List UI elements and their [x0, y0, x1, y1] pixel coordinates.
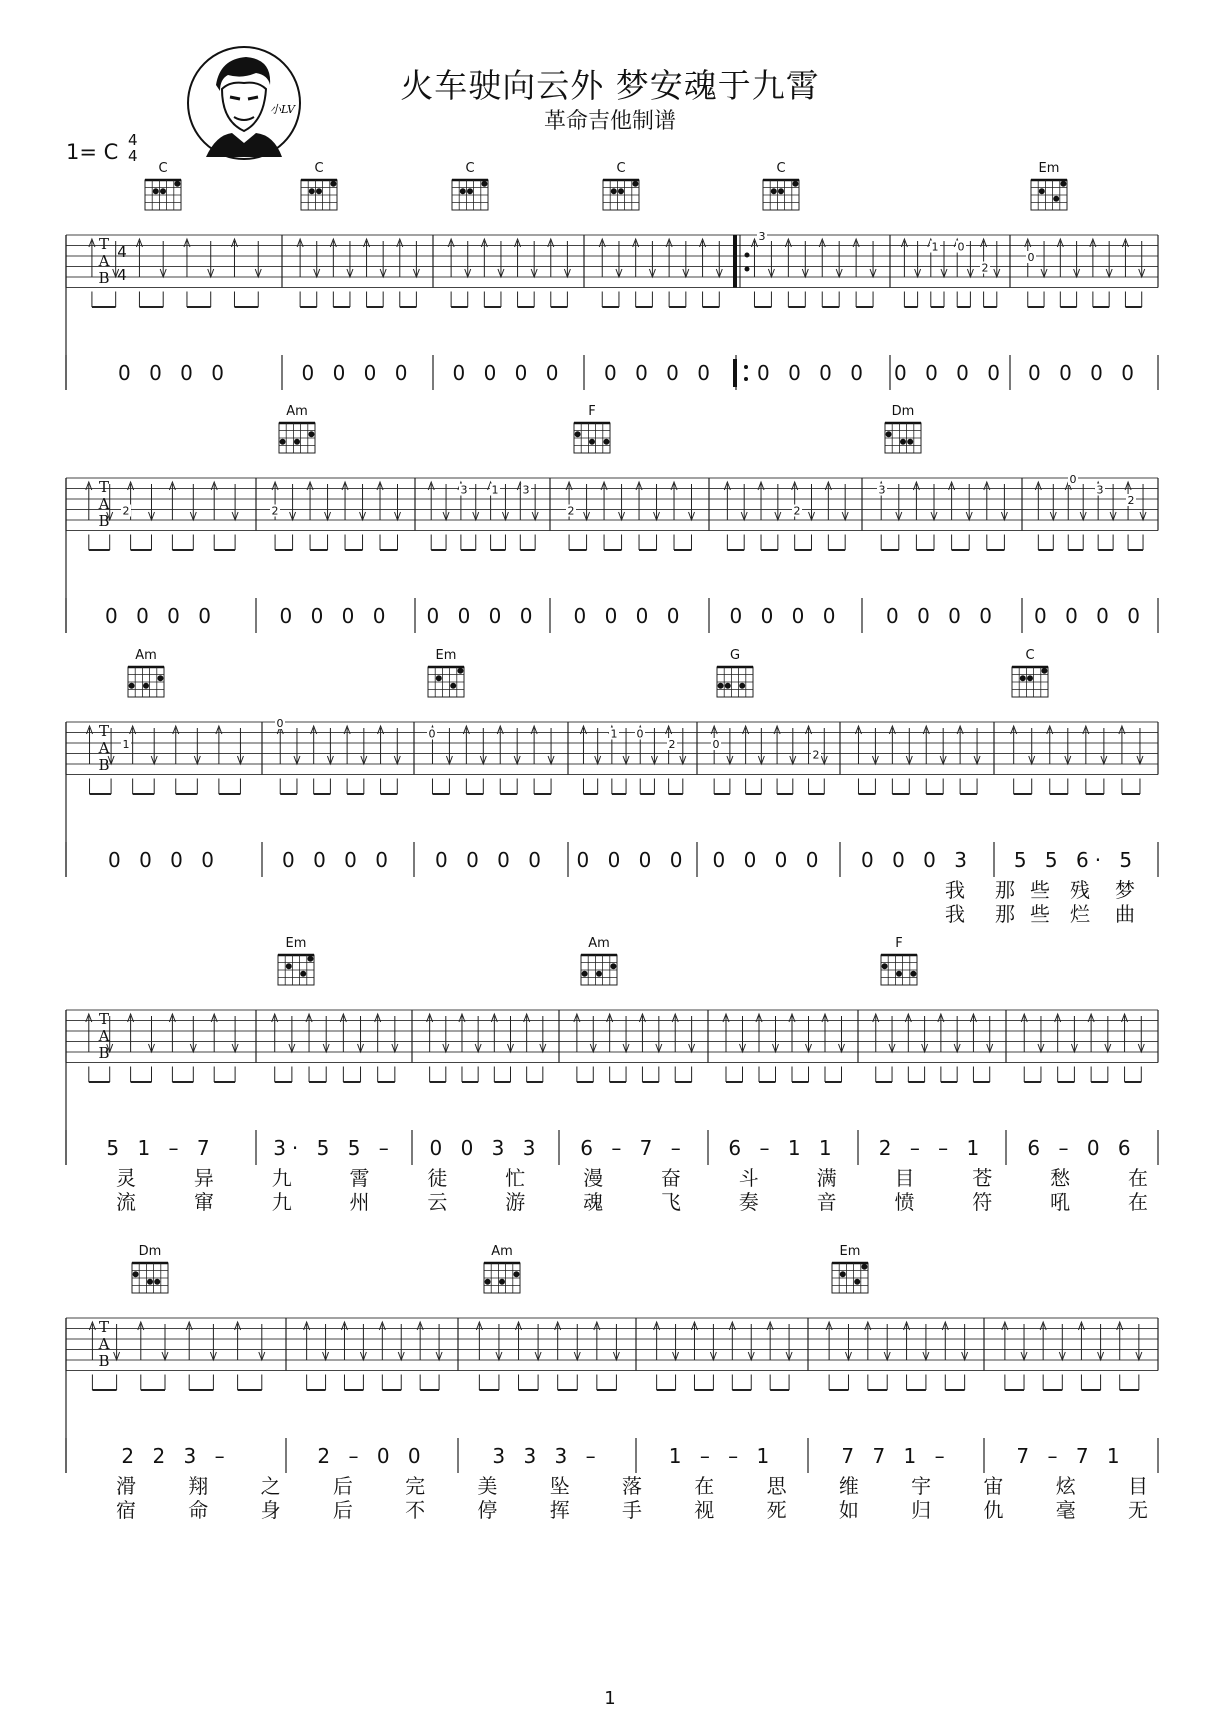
jianpu-measure: 0 0 0 0 — [426, 604, 539, 628]
chord-finger-dot — [861, 1264, 867, 1270]
lyric-char: 符 — [972, 1190, 993, 1214]
chord-finger-dot — [582, 971, 588, 977]
tab-clef-letter: A — [98, 1027, 110, 1045]
lyric-char: 灵 — [116, 1166, 136, 1190]
chord-finger-dot — [450, 683, 456, 689]
jianpu-measure: 5 1 – 7 — [106, 1136, 216, 1160]
chord-diagram — [1012, 648, 1048, 697]
lyric-char: 窜 — [193, 1190, 214, 1214]
chord-finger-dot — [286, 963, 292, 969]
lyric-char: 残 — [1070, 878, 1090, 902]
chord-finger-dot — [618, 188, 624, 194]
chord-finger-dot — [900, 439, 906, 445]
tab-clef-letter: B — [98, 1044, 110, 1062]
chord-finger-dot — [854, 1279, 860, 1285]
lyric-char: 九 — [271, 1190, 292, 1214]
chord-diagram — [278, 936, 314, 985]
jianpu-measure: 3· 5 5 – — [273, 1136, 395, 1160]
lyric-char: 愤 — [894, 1190, 915, 1214]
chord-name: Em — [435, 648, 457, 663]
chord-diagram — [132, 1244, 168, 1293]
time-signature-bottom: 4 — [128, 147, 138, 165]
chord-diagram — [428, 648, 464, 697]
lyric-char: 死 — [766, 1498, 787, 1522]
chord-finger-dot — [147, 1279, 153, 1285]
lyric-char: 归 — [911, 1498, 932, 1522]
jianpu-measure: 2 – 0 0 — [317, 1444, 427, 1468]
lyric-char: 烂 — [1070, 902, 1090, 926]
lyric-char: 漫 — [583, 1166, 604, 1190]
tab-fret-number: 0 — [1027, 251, 1035, 264]
jianpu-measure: 6 – 0 6 — [1027, 1136, 1137, 1160]
jianpu-repeat-dot — [744, 365, 748, 369]
lyric-char: 坠 — [549, 1474, 570, 1498]
lyric-char: 美 — [477, 1474, 498, 1498]
chord-diagram — [1031, 161, 1067, 210]
system-3 — [66, 648, 1158, 926]
lyric-char: 宇 — [911, 1474, 932, 1498]
tab-fret-number: 2 — [668, 738, 676, 751]
jianpu-measure: 0 0 0 0 — [1034, 604, 1146, 628]
lyric-char: 那 — [995, 878, 1015, 902]
tab-time-top: 4 — [117, 243, 127, 261]
jianpu-measure: 0 0 0 0 — [757, 361, 869, 385]
chord-finger-dot — [1053, 196, 1059, 202]
chord-finger-dot — [133, 1271, 139, 1277]
lyric-char: 毫 — [1055, 1498, 1076, 1522]
jianpu-measure: 0 0 0 0 — [452, 361, 565, 385]
tab-clef-letter: T — [98, 1318, 110, 1336]
lyric-char: 九 — [271, 1166, 292, 1190]
lyric-char: 云 — [427, 1190, 448, 1214]
tab-fret-number: 1 — [610, 727, 618, 741]
chord-finger-dot — [174, 181, 180, 187]
chord-finger-dot — [143, 683, 149, 689]
lyric-char: 身 — [260, 1498, 281, 1522]
chord-finger-dot — [308, 431, 314, 437]
tab-fret-number: 0 — [428, 727, 436, 741]
chord-finger-dot — [632, 181, 638, 187]
lyric-char: 流 — [116, 1190, 136, 1214]
tab-fret-number: 2 — [793, 504, 801, 518]
tab-fret-number: 2 — [567, 504, 575, 518]
lyric-char: 吼 — [1050, 1190, 1071, 1214]
chord-name: Em — [1038, 161, 1060, 176]
chord-name: Em — [285, 936, 307, 951]
lyric-char: 在 — [694, 1474, 715, 1498]
lyric-char: 满 — [816, 1166, 837, 1190]
lyric-char: 苍 — [972, 1166, 993, 1190]
chord-diagram — [832, 1244, 868, 1293]
lyric-char: 滑 — [116, 1474, 136, 1498]
tab-time-bottom: 4 — [117, 266, 127, 284]
lyric-char: 如 — [838, 1498, 859, 1522]
tab-fret-number: 2 — [1127, 494, 1135, 507]
chord-finger-dot — [280, 439, 286, 445]
lyric-char: 后 — [332, 1498, 353, 1522]
jianpu-measure: 0 0 0 0 — [279, 604, 392, 628]
tab-fret-number: 1 — [931, 240, 939, 254]
lyric-char: 之 — [260, 1474, 281, 1498]
lyric-char: 我 — [945, 878, 965, 902]
chord-finger-dot — [307, 956, 313, 962]
tab-fret-number: 0 — [636, 727, 644, 741]
chord-finger-dot — [157, 675, 163, 681]
chord-diagram — [279, 404, 315, 453]
tab-clef-letter: T — [98, 235, 110, 253]
chord-finger-dot — [725, 683, 731, 689]
jianpu-measure: 2 2 3 – — [121, 1444, 231, 1468]
jianpu-measure: 0 0 0 0 — [108, 848, 220, 872]
chord-name: C — [776, 161, 786, 176]
lyric-char: 音 — [816, 1190, 837, 1214]
key-signature: 1= C — [66, 140, 119, 164]
jianpu-measure: 3 3 3 – — [492, 1444, 602, 1468]
lyric-char: 目 — [1128, 1474, 1148, 1498]
chord-finger-dot — [886, 431, 892, 437]
chord-name: Dm — [891, 404, 915, 419]
chord-finger-dot — [153, 188, 159, 194]
chord-diagram — [574, 404, 610, 453]
chord-finger-dot — [460, 188, 466, 194]
chord-name: C — [465, 161, 475, 176]
lyric-char: 仇 — [983, 1498, 1004, 1522]
lyric-char: 后 — [332, 1474, 353, 1498]
chord-finger-dot — [436, 675, 442, 681]
jianpu-measure: 0 0 0 0 — [573, 604, 686, 628]
chord-name: Am — [286, 404, 308, 419]
lyric-char: 翔 — [188, 1474, 209, 1498]
lyric-char: 奏 — [738, 1190, 759, 1214]
chord-finger-dot — [611, 188, 617, 194]
chord-finger-dot — [739, 683, 745, 689]
lyric-char: 霄 — [349, 1166, 370, 1190]
tab-clef-letter: A — [98, 739, 110, 757]
system-4 — [66, 936, 1158, 1214]
chord-name: F — [895, 936, 903, 951]
chord-name: F — [588, 404, 596, 419]
chord-finger-dot — [485, 1279, 491, 1285]
chord-finger-dot — [1027, 675, 1033, 681]
jianpu-measure: 6 – 7 – — [580, 1136, 687, 1160]
lyric-char: 维 — [838, 1474, 859, 1498]
chord-name: C — [1025, 648, 1035, 663]
jianpu-measure: 0 0 0 3 — [861, 848, 973, 872]
jianpu-repeat-dot — [744, 377, 748, 381]
tab-clef-letter: A — [98, 252, 110, 270]
chord-finger-dot — [160, 188, 166, 194]
lyric-char: 在 — [1128, 1190, 1148, 1214]
jianpu-repeat-bar — [733, 359, 737, 387]
chord-finger-dot — [575, 431, 581, 437]
lyric-char: 落 — [622, 1474, 642, 1498]
chord-finger-dot — [792, 181, 798, 187]
chord-diagram — [603, 161, 639, 210]
jianpu-measure: 0 0 0 0 — [118, 361, 230, 385]
chord-diagram — [763, 161, 799, 210]
chord-finger-dot — [910, 971, 916, 977]
chord-finger-dot — [610, 963, 616, 969]
lyric-char: 那 — [995, 902, 1015, 926]
lyric-char: 手 — [622, 1498, 642, 1522]
lyric-char: 炫 — [1055, 1474, 1076, 1498]
jianpu-measure: 0 0 0 0 — [886, 604, 998, 628]
jianpu-measure: 6 – 1 1 — [728, 1136, 838, 1160]
tab-fret-number: 3 — [878, 483, 886, 497]
lyric-char: 视 — [694, 1498, 715, 1522]
lyric-char: 徒 — [427, 1166, 448, 1190]
chord-finger-dot — [778, 188, 784, 194]
chord-name: C — [314, 161, 324, 176]
lyric-char: 停 — [477, 1498, 498, 1522]
chord-finger-dot — [882, 963, 888, 969]
tab-clef-letter: T — [98, 722, 110, 740]
chord-finger-dot — [1039, 188, 1045, 194]
tab-clef-letter: A — [98, 495, 110, 513]
chord-finger-dot — [1020, 675, 1026, 681]
lyric-char: 游 — [505, 1190, 526, 1214]
chord-name: Dm — [138, 1244, 162, 1259]
chord-name: Am — [588, 936, 610, 951]
chord-name: G — [729, 648, 741, 663]
lyric-char: 我 — [945, 902, 965, 926]
lyric-char: 斗 — [738, 1166, 759, 1190]
chord-name: Am — [135, 648, 157, 663]
tab-clef-letter: B — [98, 1352, 110, 1370]
chord-finger-dot — [1041, 668, 1047, 674]
tab-clef-letter: T — [98, 478, 110, 496]
chord-finger-dot — [467, 188, 473, 194]
jianpu-measure: 7 7 1 – — [841, 1444, 951, 1468]
tab-fret-number: 3 — [1096, 483, 1104, 497]
tab-fret-number: 2 — [122, 504, 130, 518]
chord-diagram — [717, 648, 753, 697]
chord-finger-dot — [457, 668, 463, 674]
lyric-char: 愁 — [1050, 1166, 1071, 1190]
tab-fret-number: 0 — [957, 240, 965, 254]
time-signature-top: 4 — [128, 131, 138, 149]
chord-finger-dot — [907, 439, 913, 445]
repeat-dot — [745, 267, 750, 272]
chord-name: C — [616, 161, 626, 176]
jianpu-measure: 0 0 0 0 — [301, 361, 414, 385]
chord-diagram — [145, 161, 181, 210]
chord-diagram — [452, 161, 488, 210]
lyric-char: 思 — [766, 1474, 787, 1498]
chord-finger-dot — [294, 439, 300, 445]
lyric-char: 异 — [193, 1166, 214, 1190]
chord-finger-dot — [840, 1271, 846, 1277]
tab-clef-letter: A — [98, 1335, 110, 1353]
chord-diagram — [885, 404, 921, 453]
lyric-char: 命 — [188, 1498, 209, 1522]
chord-diagram — [581, 936, 617, 985]
jianpu-measure: 2 – – 1 — [878, 1136, 986, 1160]
lyric-char: 州 — [349, 1190, 370, 1214]
chord-finger-dot — [316, 188, 322, 194]
jianpu-measure: 5 5 6· 5 — [1013, 848, 1139, 872]
lyric-char: 飞 — [660, 1190, 681, 1214]
tab-fret-number: 1 — [491, 483, 499, 497]
lyric-char: 奋 — [660, 1166, 681, 1190]
page-number: 1 — [604, 1688, 616, 1709]
chord-finger-dot — [154, 1279, 160, 1285]
jianpu-measure: 0 0 0 0 — [712, 848, 825, 872]
song-subtitle: 革命吉他制谱 — [543, 109, 676, 134]
chord-finger-dot — [589, 439, 595, 445]
lyric-char: 不 — [405, 1498, 426, 1522]
chord-name: Em — [839, 1244, 861, 1259]
chord-finger-dot — [718, 683, 724, 689]
jianpu-measure: 0 0 0 0 — [729, 604, 842, 628]
tab-fret-number: 0 — [276, 717, 284, 730]
chord-diagram — [484, 1244, 520, 1293]
lyric-char: 魂 — [583, 1190, 604, 1214]
jianpu-measure: 0 0 0 0 — [1028, 361, 1140, 385]
chord-finger-dot — [481, 181, 487, 187]
chord-finger-dot — [596, 971, 602, 977]
jianpu-measure: 0 0 0 0 — [282, 848, 394, 872]
tab-fret-number: 2 — [812, 748, 820, 762]
chord-finger-dot — [300, 971, 306, 977]
tab-fret-number: 0 — [1069, 473, 1077, 486]
repeat-dot — [745, 253, 750, 258]
song-title: 火车驶向云外 梦安魂于九霄 — [400, 66, 820, 105]
tab-clef-letter: T — [98, 1010, 110, 1028]
lyric-char: 宙 — [983, 1474, 1004, 1498]
chord-finger-dot — [1060, 181, 1066, 187]
jianpu-measure: 0 0 0 0 — [894, 361, 1006, 385]
lyric-char: 在 — [1128, 1166, 1148, 1190]
jianpu-measure: 1 – – 1 — [668, 1444, 776, 1468]
chord-diagram — [881, 936, 917, 985]
tab-fret-number: 3 — [522, 483, 530, 497]
tab-clef-letter: B — [98, 512, 110, 530]
chord-finger-dot — [771, 188, 777, 194]
chord-finger-dot — [513, 1271, 519, 1277]
chord-diagram — [301, 161, 337, 210]
tab-clef-letter: B — [98, 269, 110, 287]
chord-diagram — [128, 648, 164, 697]
lyric-char: 曲 — [1115, 902, 1135, 926]
jianpu-measure: 0 0 0 0 — [604, 361, 716, 385]
chord-name: Am — [491, 1244, 513, 1259]
chord-finger-dot — [603, 439, 609, 445]
chord-finger-dot — [499, 1279, 505, 1285]
chord-finger-dot — [896, 971, 902, 977]
chord-finger-dot — [129, 683, 135, 689]
logo-text: 小LV — [270, 103, 295, 116]
system-1 — [66, 161, 1158, 390]
chord-finger-dot — [309, 188, 315, 194]
lyric-char: 完 — [405, 1474, 426, 1498]
repeat-thick-bar — [733, 235, 737, 288]
tab-fret-number: 0 — [712, 738, 720, 751]
lyric-char: 些 — [1030, 878, 1050, 902]
lyric-char: 宿 — [116, 1498, 136, 1522]
lyric-char: 梦 — [1115, 878, 1135, 902]
tab-clef-letter: B — [98, 756, 110, 774]
lyric-char: 些 — [1030, 902, 1050, 926]
lyric-char: 目 — [894, 1166, 915, 1190]
tab-fret-number: 1 — [122, 738, 130, 751]
tab-fret-number: 3 — [758, 230, 766, 243]
jianpu-measure: 0 0 0 0 — [435, 848, 547, 872]
jianpu-measure: 7 – 7 1 — [1016, 1444, 1126, 1468]
lyric-char: 挥 — [549, 1498, 570, 1522]
system-5 — [66, 1244, 1158, 1522]
jianpu-measure: 0 0 0 0 — [576, 848, 689, 872]
chord-finger-dot — [330, 181, 336, 187]
jianpu-measure: 0 0 0 0 — [105, 604, 217, 628]
tab-fret-number: 3 — [460, 483, 468, 497]
lyric-char: 忙 — [505, 1166, 526, 1190]
lyric-char: 无 — [1128, 1498, 1148, 1522]
jianpu-measure: 0 0 3 3 — [429, 1136, 542, 1160]
system-2 — [66, 404, 1158, 633]
tab-fret-number: 2 — [271, 504, 279, 518]
tab-fret-number: 2 — [981, 261, 989, 275]
chord-name: C — [158, 161, 168, 176]
